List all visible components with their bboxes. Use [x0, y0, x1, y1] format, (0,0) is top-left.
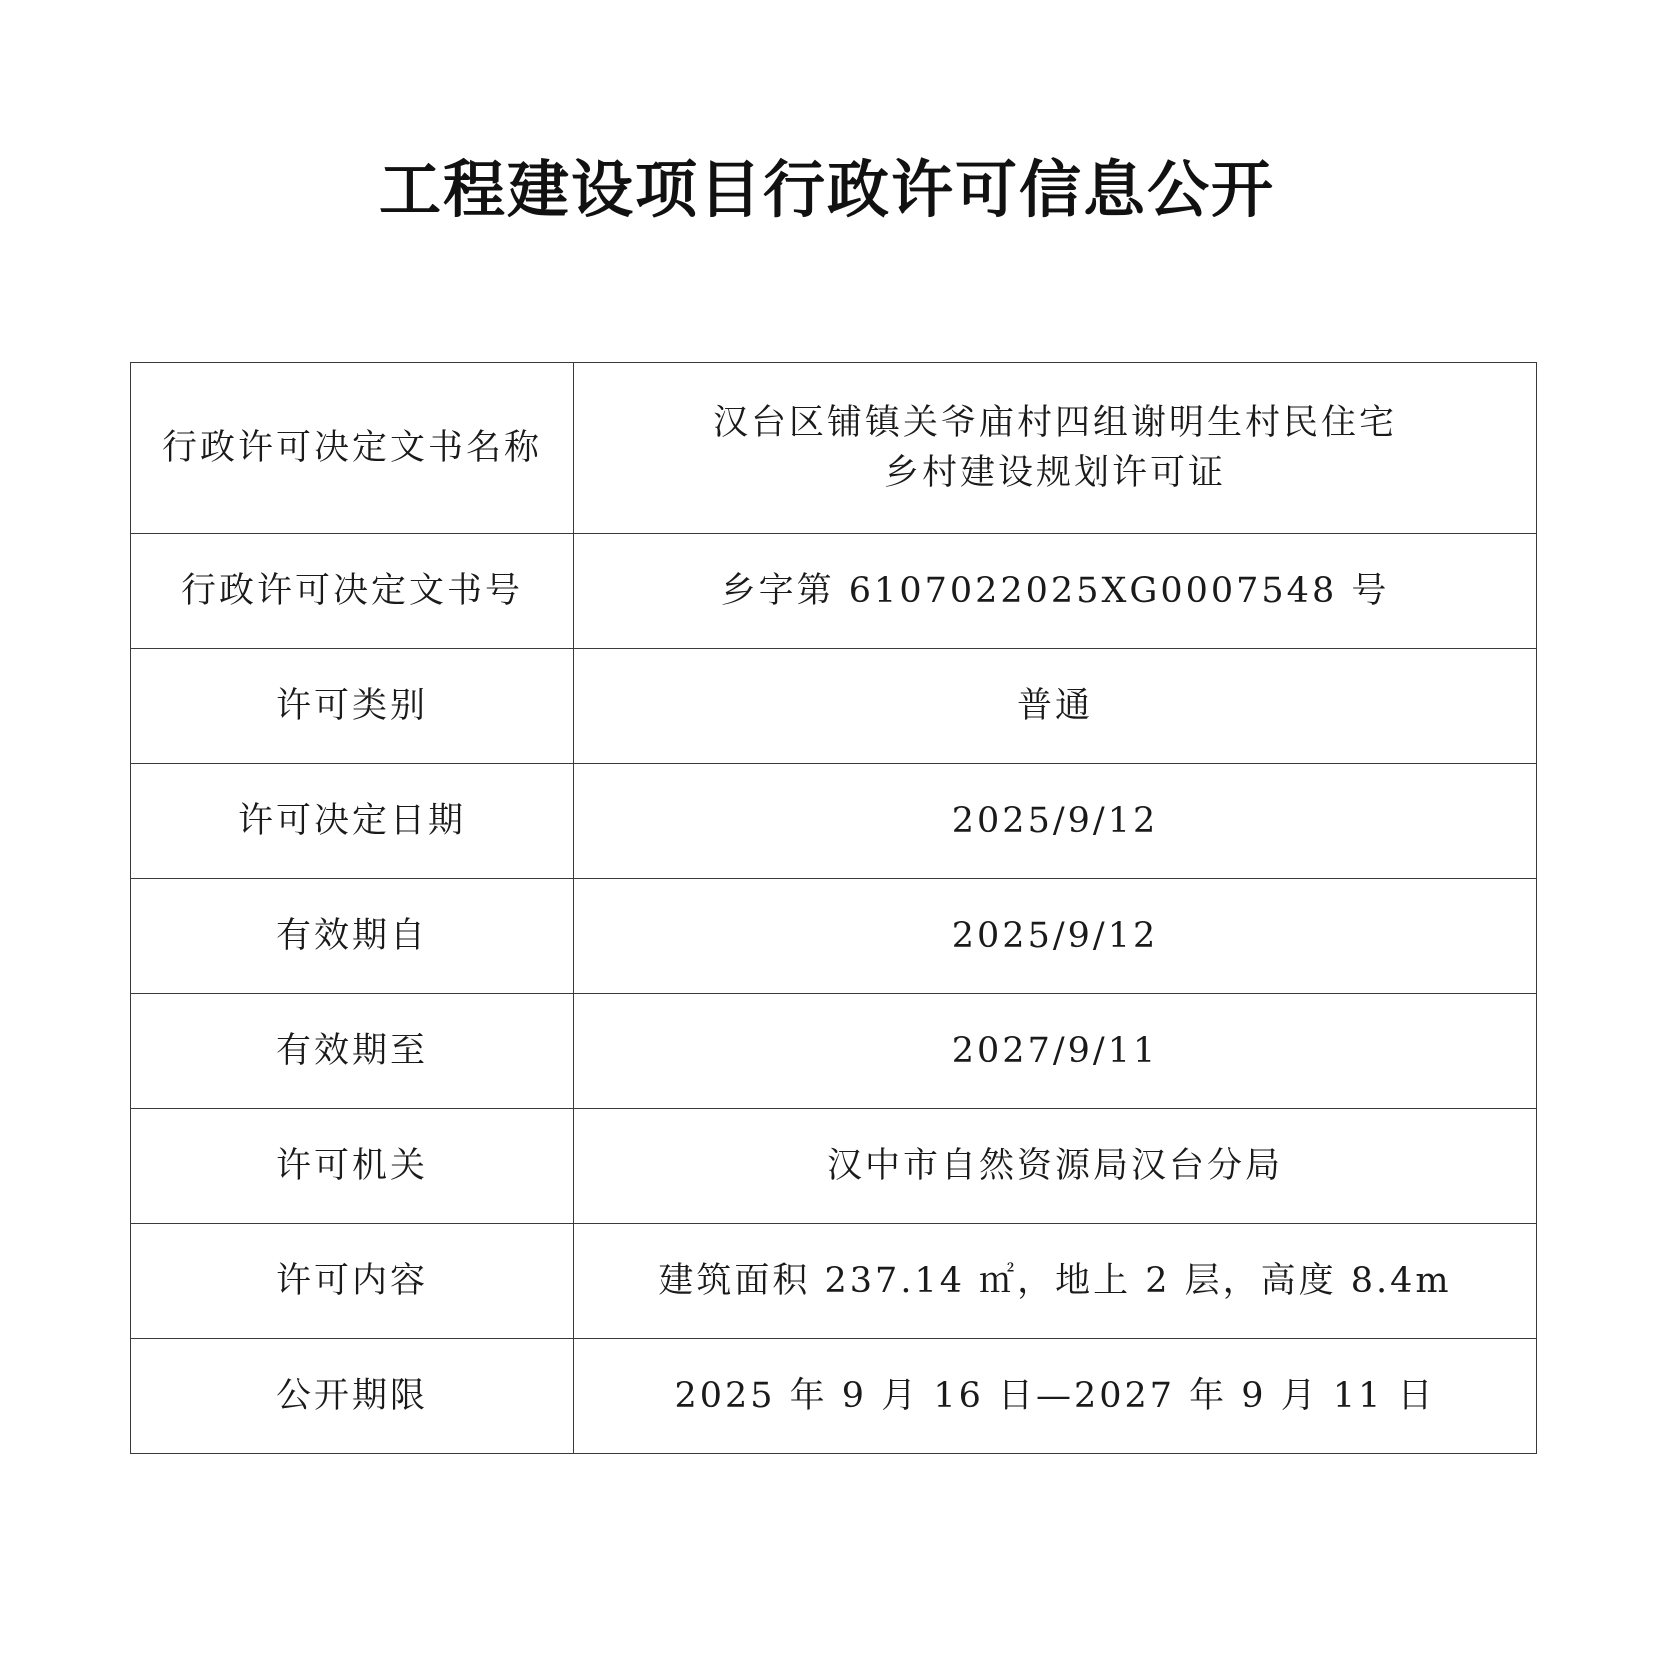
table-row-document-name [131, 363, 1537, 534]
table-row-permit-content [131, 1224, 1537, 1339]
table-row-issuing-authority [131, 1109, 1537, 1224]
page-title: 工程建设项目行政许可信息公开 [378, 152, 1275, 226]
table-row-document-number [131, 534, 1537, 649]
value-cell: 汉中市自然资源局汉台分局 [574, 1109, 1537, 1224]
value-cell: 2025/9/12 [574, 764, 1537, 879]
label-cell: 许可机关 [131, 1109, 574, 1224]
value-cell: 2025 年 9 月 16 日—2027 年 9 月 11 日 [574, 1339, 1537, 1454]
label-cell: 许可决定日期 [131, 764, 574, 879]
label-cell: 行政许可决定文书号 [131, 534, 574, 649]
value-cell: 2027/9/11 [574, 994, 1537, 1109]
value-cell: 建筑面积 237.14 ㎡，地上 2 层，高度 8.4m [574, 1224, 1537, 1339]
value-cell: 普通 [574, 649, 1537, 764]
label-cell: 行政许可决定文书名称 [131, 363, 574, 534]
document-name-line-2: 乡村建设规划许可证 [883, 453, 1226, 493]
document-name-line-1: 汉台区铺镇关爷庙村四组谢明生村民住宅 [712, 403, 1397, 443]
permit-info-table [130, 362, 1537, 1454]
label-cell: 许可内容 [131, 1224, 574, 1339]
label-cell: 公开期限 [131, 1339, 574, 1454]
value-cell: 乡字第 6107022025XG0007548 号 [574, 534, 1537, 649]
table-row-valid-until [131, 994, 1537, 1109]
table-row-valid-from [131, 879, 1537, 994]
value-cell: 2025/9/12 [574, 879, 1537, 994]
table-row-decision-date [131, 764, 1537, 879]
table-row-disclosure-period [131, 1339, 1537, 1454]
table-row-permit-category [131, 649, 1537, 764]
label-cell: 有效期自 [131, 879, 574, 994]
label-cell: 许可类别 [131, 649, 574, 764]
value-cell [574, 363, 1537, 534]
label-cell: 有效期至 [131, 994, 574, 1109]
